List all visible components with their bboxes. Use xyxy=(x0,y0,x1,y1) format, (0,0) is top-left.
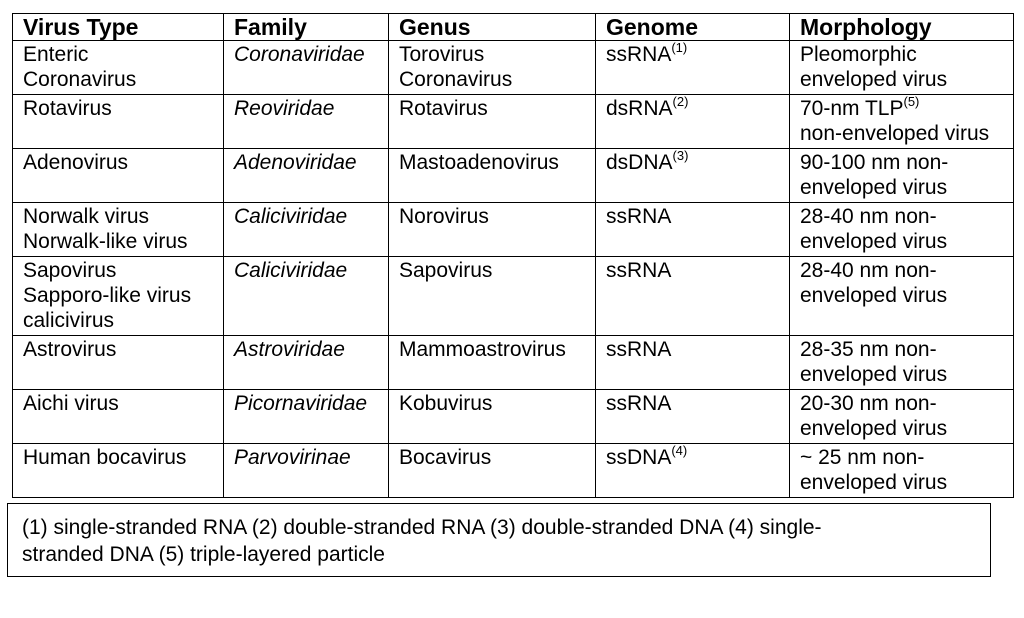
table-row xyxy=(13,257,1014,336)
cell-morphology xyxy=(790,203,1014,257)
cell-genome xyxy=(596,444,790,498)
cell-genome xyxy=(596,390,790,444)
genus-line: Torovirus xyxy=(399,43,485,66)
header-row xyxy=(13,14,1014,41)
virus-type-line: Astrovirus xyxy=(23,338,117,361)
cell-family: Picornaviridae xyxy=(224,390,389,444)
morphology-text: ~ 25 nm non- xyxy=(800,446,925,469)
table-row xyxy=(13,336,1014,390)
genus-line: Mastoadenovirus xyxy=(399,151,559,174)
table-row xyxy=(13,149,1014,203)
cell-family: Caliciviridae xyxy=(224,257,389,336)
cell-family: Astroviridae xyxy=(224,336,389,390)
cell-family: Coronaviridae xyxy=(224,41,389,95)
genome-footnote-marker: (4) xyxy=(671,443,688,458)
cell-morphology xyxy=(790,41,1014,95)
cell-genome xyxy=(596,149,790,203)
cell-family: Caliciviridae xyxy=(224,203,389,257)
footnote-line: (1) single-stranded RNA (2) double-stranded RNA (3) double-stranded DNA (4) single- xyxy=(22,516,822,539)
genome-value: ssRNA xyxy=(606,205,672,228)
morphology-text: 20-30 nm non- xyxy=(800,392,937,415)
table-row xyxy=(13,390,1014,444)
cell-morphology xyxy=(790,444,1014,498)
morphology-line xyxy=(800,416,1003,441)
virus-type-line: Sapovirus xyxy=(23,259,117,282)
virus-type-line: Sapporo-like virus xyxy=(23,284,192,307)
cell-family: Adenoviridae xyxy=(224,149,389,203)
virus-type-line: Aichi virus xyxy=(23,392,119,415)
morphology-line xyxy=(800,67,1003,92)
cell-morphology xyxy=(790,149,1014,203)
header-virus-type: Virus Type xyxy=(13,14,224,41)
cell-genome xyxy=(596,257,790,336)
cell-family: Parvovirinae xyxy=(224,444,389,498)
cell-family: Reoviridae xyxy=(224,95,389,149)
cell-morphology xyxy=(790,257,1014,336)
morphology-text: 28-40 nm non- xyxy=(800,205,937,228)
cell-genome xyxy=(596,95,790,149)
virus-type-line: Norwalk-like virus xyxy=(23,230,188,253)
virus-type-line: Adenovirus xyxy=(23,151,129,174)
morphology-line xyxy=(800,337,1003,362)
morphology-text: enveloped virus xyxy=(800,363,948,386)
cell-genus xyxy=(389,149,596,203)
cell-genus xyxy=(389,41,596,95)
morphology-text: non-enveloped virus xyxy=(800,122,990,145)
cell-virus-type xyxy=(13,95,224,149)
genome-value: dsDNA xyxy=(606,151,673,174)
cell-morphology xyxy=(790,95,1014,149)
virus-type-line: Rotavirus xyxy=(23,97,112,120)
morphology-line xyxy=(800,362,1003,387)
genus-line: Sapovirus xyxy=(399,259,493,282)
cell-genus xyxy=(389,444,596,498)
morphology-text: enveloped virus xyxy=(800,176,948,199)
cell-virus-type xyxy=(13,444,224,498)
header-family: Family xyxy=(224,14,389,41)
morphology-line xyxy=(800,175,1003,200)
genus-line: Mammoastrovirus xyxy=(399,338,566,361)
cell-virus-type xyxy=(13,203,224,257)
table-body xyxy=(13,41,1014,498)
virus-type-line: Norwalk virus xyxy=(23,205,150,228)
morphology-line xyxy=(800,391,1003,416)
footnote-box xyxy=(7,503,991,577)
footnote-line: stranded DNA (5) triple-layered particle xyxy=(22,543,385,566)
cell-virus-type xyxy=(13,149,224,203)
morphology-line xyxy=(800,96,1003,121)
header-morphology: Morphology xyxy=(790,14,1014,41)
table-row xyxy=(13,41,1014,95)
genome-value: ssDNA xyxy=(606,446,672,469)
morphology-line xyxy=(800,42,1003,67)
cell-genome xyxy=(596,41,790,95)
table-row xyxy=(13,95,1014,149)
morphology-line xyxy=(800,445,1003,470)
morphology-text: Pleomorphic xyxy=(800,43,917,66)
genome-value: ssRNA xyxy=(606,338,672,361)
table-row xyxy=(13,444,1014,498)
morphology-line xyxy=(800,470,1003,495)
cell-genus xyxy=(389,203,596,257)
cell-virus-type xyxy=(13,41,224,95)
morphology-text: enveloped virus xyxy=(800,284,948,307)
table-row xyxy=(13,203,1014,257)
virus-type-line: Human bocavirus xyxy=(23,446,187,469)
genus-line: Coronavirus xyxy=(399,68,513,91)
genome-value: ssRNA xyxy=(606,392,672,415)
morphology-footnote-marker: (5) xyxy=(903,94,920,109)
genus-line: Kobuvirus xyxy=(399,392,493,415)
genome-value: ssRNA xyxy=(606,259,672,282)
virus-table xyxy=(12,13,1014,498)
cell-morphology xyxy=(790,336,1014,390)
morphology-line xyxy=(800,258,1003,283)
cell-genus xyxy=(389,95,596,149)
morphology-line xyxy=(800,121,1003,146)
genome-value: ssRNA xyxy=(606,43,672,66)
header-genus: Genus xyxy=(389,14,596,41)
morphology-line xyxy=(800,229,1003,254)
cell-genome xyxy=(596,336,790,390)
genome-value: dsRNA xyxy=(606,97,673,120)
genome-footnote-marker: (2) xyxy=(672,94,689,109)
morphology-text: enveloped virus xyxy=(800,471,948,494)
cell-genome xyxy=(596,203,790,257)
genus-line: Norovirus xyxy=(399,205,489,228)
cell-virus-type xyxy=(13,390,224,444)
cell-genus xyxy=(389,257,596,336)
morphology-text: 90-100 nm non- xyxy=(800,151,949,174)
morphology-text: enveloped virus xyxy=(800,230,948,253)
cell-virus-type xyxy=(13,336,224,390)
cell-genus xyxy=(389,336,596,390)
genome-footnote-marker: (3) xyxy=(672,148,689,163)
morphology-text: enveloped virus xyxy=(800,417,948,440)
morphology-text: 28-40 nm non- xyxy=(800,259,937,282)
cell-genus xyxy=(389,390,596,444)
morphology-line xyxy=(800,283,1003,308)
virus-type-line: Enteric xyxy=(23,43,89,66)
header-genome: Genome xyxy=(596,14,790,41)
genus-line: Bocavirus xyxy=(399,446,492,469)
morphology-text: 70-nm TLP xyxy=(800,97,904,120)
genus-line: Rotavirus xyxy=(399,97,488,120)
cell-morphology xyxy=(790,390,1014,444)
morphology-text: enveloped virus xyxy=(800,68,948,91)
cell-virus-type xyxy=(13,257,224,336)
virus-type-line: Coronavirus xyxy=(23,68,137,91)
genome-footnote-marker: (1) xyxy=(671,40,688,55)
virus-type-line: calicivirus xyxy=(23,309,115,332)
morphology-text: 28-35 nm non- xyxy=(800,338,937,361)
morphology-line xyxy=(800,150,1003,175)
morphology-line xyxy=(800,204,1003,229)
